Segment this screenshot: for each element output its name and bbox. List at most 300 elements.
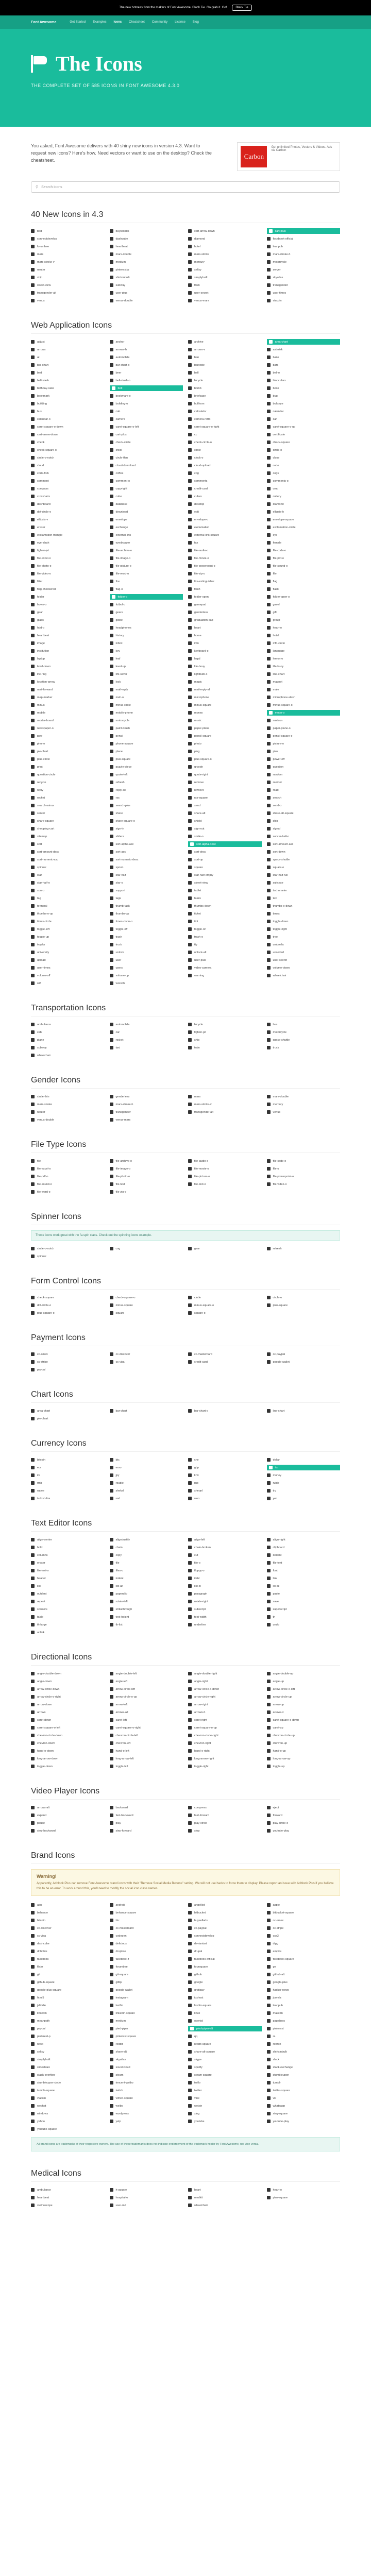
icon-link-microphone-slash[interactable] — [267, 694, 341, 700]
icon-link-child[interactable] — [110, 447, 183, 453]
icon-link-hand-o-up[interactable] — [267, 1748, 341, 1754]
icon-link-arrows[interactable] — [31, 1709, 105, 1715]
icon-link-paperclip[interactable] — [110, 1591, 183, 1597]
icon-link-genderless[interactable] — [110, 1094, 183, 1099]
icon-link-eject[interactable] — [267, 1805, 341, 1810]
icon-link-facebook-official[interactable] — [267, 236, 341, 242]
icon-link-tumblr[interactable] — [267, 2080, 341, 2086]
icon-link-heartbeat[interactable] — [31, 2195, 105, 2200]
icon-link-linkedin-square[interactable] — [110, 2010, 183, 2016]
icon-link-venus[interactable] — [267, 1109, 341, 1115]
icon-link-minus-circle[interactable] — [110, 702, 183, 708]
icon-link-filter[interactable] — [31, 579, 105, 584]
icon-link-bolt[interactable] — [110, 385, 183, 391]
icon-link-deviantart[interactable] — [188, 1941, 262, 1946]
icon-link-truck[interactable] — [267, 1045, 341, 1050]
icon-link-chevron-circle-up[interactable] — [267, 1733, 341, 1738]
nav-item-license[interactable]: License — [175, 21, 185, 24]
icon-link-file-video-o[interactable] — [31, 571, 105, 577]
icon-link-print[interactable] — [31, 764, 105, 770]
icon-link-pinterest-square[interactable] — [110, 2033, 183, 2039]
icon-link-briefcase[interactable] — [188, 393, 262, 399]
icon-link-angle-left[interactable] — [110, 1679, 183, 1684]
icon-link-shopping-cart[interactable] — [31, 826, 105, 832]
icon-link-ruble[interactable] — [267, 1480, 341, 1486]
icon-link-newspaper-o[interactable] — [31, 725, 105, 731]
icon-link-file-sound-o[interactable] — [31, 1181, 105, 1187]
icon-link-yen[interactable] — [267, 1496, 341, 1501]
icon-link-pied-piper-alt[interactable] — [188, 2026, 262, 2031]
icon-link-wifi[interactable] — [31, 980, 105, 986]
icon-link-heart[interactable] — [188, 2187, 262, 2193]
icon-link-indent[interactable] — [110, 1575, 183, 1581]
icon-link-plus-circle[interactable] — [31, 756, 105, 762]
icon-link-crop[interactable] — [267, 486, 341, 492]
icon-link-scissors[interactable] — [31, 1606, 105, 1612]
icon-link-toggle-down[interactable] — [31, 1764, 105, 1769]
icon-link-fighter-jet[interactable] — [188, 1029, 262, 1035]
icon-link-lastfm[interactable] — [110, 2003, 183, 2008]
icon-link-bell-slash[interactable] — [31, 378, 105, 383]
icon-link-cc-stripe[interactable] — [267, 1925, 341, 1931]
icon-link-qq[interactable] — [188, 2033, 262, 2039]
icon-link-moon-o[interactable] — [267, 710, 341, 716]
icon-link-search-minus[interactable] — [31, 803, 105, 808]
icon-link-rotate-right[interactable] — [188, 1599, 262, 1604]
icon-link-fire-extinguisher[interactable] — [188, 579, 262, 584]
icon-link-star-half[interactable] — [110, 872, 183, 878]
icon-link-arrow-circle-o-right[interactable] — [31, 1694, 105, 1700]
icon-link-laptop[interactable] — [31, 656, 105, 662]
icon-link-bank[interactable] — [267, 354, 341, 360]
icon-link-list-alt[interactable] — [110, 1583, 183, 1589]
icon-link-toggle-on[interactable] — [188, 926, 262, 932]
icon-link-cc-visa[interactable] — [110, 1359, 183, 1365]
nav-item-cheatsheet[interactable]: Cheatsheet — [129, 21, 145, 24]
icon-link-hand-o-down[interactable] — [31, 1748, 105, 1754]
icon-link-cab[interactable] — [110, 409, 183, 414]
icon-link-flickr[interactable] — [31, 1964, 105, 1970]
icon-link-tumblr-square[interactable] — [31, 2088, 105, 2093]
icon-link-support[interactable] — [110, 888, 183, 893]
icon-link-dashboard[interactable] — [31, 501, 105, 507]
icon-link-file-text-o[interactable] — [31, 1568, 105, 1573]
icon-link-toggle-off[interactable] — [110, 926, 183, 932]
icon-link-files-o[interactable] — [110, 1568, 183, 1573]
icon-link-home[interactable] — [188, 633, 262, 638]
icon-link-file-text-o[interactable] — [188, 1181, 262, 1187]
icon-link-empire[interactable] — [267, 1948, 341, 1954]
icon-link-database[interactable] — [110, 501, 183, 507]
icon-link-tags[interactable] — [110, 895, 183, 901]
icon-link-chevron-circle-down[interactable] — [31, 1733, 105, 1738]
icon-link-file[interactable] — [31, 1158, 105, 1164]
icon-link-caret-left[interactable] — [110, 1717, 183, 1723]
icon-link-external-link-square[interactable] — [188, 532, 262, 538]
icon-link-eye[interactable] — [267, 532, 341, 538]
icon-link-toggle-right[interactable] — [188, 1764, 262, 1769]
icon-link-send[interactable] — [188, 803, 262, 808]
icon-link-hospital-o[interactable] — [110, 2195, 183, 2200]
icon-link-cc-paypal[interactable] — [267, 1351, 341, 1357]
icon-link-bold[interactable] — [31, 1545, 105, 1550]
icon-link-level-down[interactable] — [31, 664, 105, 669]
icon-link-btc[interactable] — [110, 1457, 183, 1463]
icon-link-share-alt-square[interactable] — [267, 810, 341, 816]
icon-link-eye-slash[interactable] — [31, 540, 105, 546]
icon-link-thumbs-up[interactable] — [110, 911, 183, 917]
icon-link-adjust[interactable] — [31, 339, 105, 345]
icon-link-user[interactable] — [110, 957, 183, 963]
icon-link-mars-double[interactable] — [110, 251, 183, 257]
icon-link-lastfm-square[interactable] — [188, 2003, 262, 2008]
icon-link-credit-card[interactable] — [188, 486, 262, 492]
icon-link-linkedin[interactable] — [31, 2010, 105, 2016]
icon-link-stack-exchange[interactable] — [267, 2064, 341, 2070]
icon-link-bar-chart[interactable] — [110, 1408, 183, 1414]
icon-link-life-saver[interactable] — [110, 671, 183, 677]
icon-link-rmb[interactable] — [31, 1480, 105, 1486]
icon-link-fighter-jet[interactable] — [31, 548, 105, 553]
icon-link-check-circle[interactable] — [110, 439, 183, 445]
icon-link-share-square-o[interactable] — [110, 818, 183, 824]
icon-link-wheelchair[interactable] — [267, 973, 341, 978]
icon-link-times-circle-o[interactable] — [110, 919, 183, 924]
icon-link-stethoscope[interactable] — [31, 2202, 105, 2208]
icon-link-gift[interactable] — [267, 609, 341, 615]
icon-link-transgender[interactable] — [267, 282, 341, 288]
icon-link-spinner[interactable] — [31, 1253, 105, 1259]
icon-link-train[interactable] — [188, 1045, 262, 1050]
icon-link-plus-square[interactable] — [110, 756, 183, 762]
icon-link-yahoo[interactable] — [31, 2119, 105, 2124]
icon-link-quote-left[interactable] — [110, 772, 183, 777]
icon-link-flask[interactable] — [267, 586, 341, 592]
icon-link-save[interactable] — [267, 1599, 341, 1604]
icon-link-toggle-down[interactable] — [267, 919, 341, 924]
icon-link-magic[interactable] — [188, 679, 262, 685]
icon-link-mars-stroke[interactable] — [31, 1101, 105, 1107]
icon-link-dot-circle-o[interactable] — [31, 509, 105, 515]
icon-link-buysellads[interactable] — [188, 1918, 262, 1923]
icon-link-area-chart[interactable] — [31, 1408, 105, 1414]
icon-link-random[interactable] — [267, 772, 341, 777]
icon-link-keyboard-o[interactable] — [188, 648, 262, 654]
icon-link-leaf[interactable] — [110, 656, 183, 662]
icon-link-flag-checkered[interactable] — [31, 586, 105, 592]
nav-item-community[interactable]: Community — [151, 21, 168, 24]
icon-link-plus-square[interactable] — [267, 1302, 341, 1308]
icon-link-line-chart[interactable] — [267, 1408, 341, 1414]
icon-link-phone[interactable] — [31, 741, 105, 747]
icon-link-maxcdn[interactable] — [267, 2010, 341, 2016]
icon-link-header[interactable] — [31, 1575, 105, 1581]
icon-link-user-md[interactable] — [110, 2202, 183, 2208]
icon-link-fast-forward[interactable] — [188, 1812, 262, 1818]
icon-link-magnet[interactable] — [267, 679, 341, 685]
icon-link-file-archive-o[interactable] — [110, 548, 183, 553]
icon-link-tty[interactable] — [188, 942, 262, 947]
icon-link-heart-o[interactable] — [267, 625, 341, 631]
icon-link-copyright[interactable] — [110, 486, 183, 492]
icon-link-repeat[interactable] — [31, 1599, 105, 1604]
icon-link-automobile[interactable] — [110, 354, 183, 360]
icon-link-life-bouy[interactable] — [188, 664, 262, 669]
icon-link-star[interactable] — [31, 872, 105, 878]
icon-link-italic[interactable] — [188, 1575, 262, 1581]
icon-link-whatsapp[interactable] — [267, 2103, 341, 2109]
icon-link-codepen[interactable] — [110, 1933, 183, 1939]
icon-link-arrow-up[interactable] — [267, 1702, 341, 1707]
icon-link-medium[interactable] — [110, 259, 183, 265]
icon-link-font[interactable] — [267, 1568, 341, 1573]
icon-link-dedent[interactable] — [267, 1552, 341, 1558]
icon-link-sellsy[interactable] — [31, 2049, 105, 2055]
icon-link-arrow-down[interactable] — [31, 1702, 105, 1707]
icon-link-futbol-o[interactable] — [110, 602, 183, 607]
icon-link-bars[interactable] — [267, 362, 341, 368]
icon-link-meh-o[interactable] — [110, 694, 183, 700]
icon-link-mars-stroke[interactable] — [188, 251, 262, 257]
icon-link-reddit[interactable] — [110, 2041, 183, 2047]
icon-link-arrow-circle-left[interactable] — [110, 1686, 183, 1692]
icon-link-tachometer[interactable] — [267, 888, 341, 893]
icon-link-trash-o[interactable] — [188, 934, 262, 940]
icon-link-caret-square-o-down[interactable] — [267, 1717, 341, 1723]
icon-link-mars-stroke-v[interactable] — [31, 259, 105, 265]
nav-item-blog[interactable]: Blog — [192, 21, 199, 24]
icon-link-times[interactable] — [267, 911, 341, 917]
icon-link-at[interactable] — [31, 354, 105, 360]
icon-link-git-square[interactable] — [110, 1972, 183, 1977]
icon-link-github-square[interactable] — [31, 1979, 105, 1985]
icon-link-arrows-alt[interactable] — [110, 1709, 183, 1715]
icon-link-building-o[interactable] — [110, 401, 183, 406]
icon-link-circle-thin[interactable] — [31, 1094, 105, 1099]
icon-link-caret-up[interactable] — [267, 1725, 341, 1731]
icon-link-sort-amount-asc[interactable] — [267, 841, 341, 847]
icon-link-comments[interactable] — [188, 478, 262, 484]
icon-link-sellsy[interactable] — [188, 267, 262, 273]
icon-link-cc[interactable] — [188, 432, 262, 437]
icon-link-arrow-left[interactable] — [110, 1702, 183, 1707]
icon-link-stack-overflow[interactable] — [31, 2072, 105, 2078]
icon-link-weixin[interactable] — [188, 2103, 262, 2109]
icon-link-gear[interactable] — [188, 1246, 262, 1251]
icon-link-pagelines[interactable] — [267, 2018, 341, 2024]
icon-link-ge[interactable] — [267, 1964, 341, 1970]
icon-link-vimeo-square[interactable] — [110, 2095, 183, 2101]
icon-link-server[interactable] — [267, 267, 341, 273]
icon-link-money[interactable] — [188, 710, 262, 716]
icon-link-cc-visa[interactable] — [31, 1933, 105, 1939]
icon-link-h-square[interactable] — [110, 2187, 183, 2193]
icon-link-cc-discover[interactable] — [110, 1351, 183, 1357]
icon-link-sliders[interactable] — [110, 834, 183, 839]
icon-link-arrows-v[interactable] — [267, 1709, 341, 1715]
icon-link-calendar-o[interactable] — [31, 416, 105, 422]
icon-link-wheelchair[interactable] — [188, 2202, 262, 2208]
icon-link-slideshare[interactable] — [31, 2064, 105, 2070]
icon-link-digg[interactable] — [267, 1941, 341, 1946]
icon-link-circle[interactable] — [188, 1295, 262, 1300]
icon-link-vine[interactable] — [188, 2095, 262, 2101]
icon-link-meanpath[interactable] — [31, 2018, 105, 2024]
icon-link-cc-discover[interactable] — [31, 1925, 105, 1931]
icon-link-umbrella[interactable] — [267, 942, 341, 947]
icon-link-bicycle[interactable] — [188, 1022, 262, 1027]
icon-link-mobile-phone[interactable] — [110, 710, 183, 716]
icon-link-file-zip-o[interactable] — [188, 571, 262, 577]
icon-link-wrench[interactable] — [110, 980, 183, 986]
icon-link-automobile[interactable] — [110, 1022, 183, 1027]
icon-link-reply-all[interactable] — [110, 787, 183, 793]
icon-link-arrow-circle-down[interactable] — [31, 1686, 105, 1692]
icon-link-table[interactable] — [31, 1614, 105, 1620]
icon-link-line-chart[interactable] — [267, 671, 341, 677]
icon-link-photo[interactable] — [188, 741, 262, 747]
icon-link-cog[interactable] — [110, 1246, 183, 1251]
icon-link-bar-chart-o[interactable] — [110, 362, 183, 368]
icon-link-angle-double-right[interactable] — [188, 1671, 262, 1676]
icon-link-bed[interactable] — [31, 370, 105, 376]
icon-link-angle-double-down[interactable] — [31, 1671, 105, 1676]
icon-link-bitcoin[interactable] — [31, 1918, 105, 1923]
icon-link-file-word-o[interactable] — [31, 1189, 105, 1195]
icon-link-dropbox[interactable] — [110, 1948, 183, 1954]
icon-link-spinner[interactable] — [31, 865, 105, 870]
icon-link-file-sound-o[interactable] — [267, 563, 341, 569]
icon-link-soundcloud[interactable] — [110, 2064, 183, 2070]
icon-link-btc[interactable] — [110, 1918, 183, 1923]
icon-link-language[interactable] — [267, 648, 341, 654]
icon-link-steam[interactable] — [110, 2072, 183, 2078]
icon-link-file-code-o[interactable] — [267, 1158, 341, 1164]
icon-link-fax[interactable] — [188, 540, 262, 546]
icon-link-jsfiddle[interactable] — [31, 2003, 105, 2008]
icon-link-bookmark[interactable] — [31, 393, 105, 399]
icon-link-square[interactable] — [188, 865, 262, 870]
icon-link-share-alt[interactable] — [188, 810, 262, 816]
icon-link-twitter[interactable] — [188, 2088, 262, 2093]
icon-link-check-square[interactable] — [267, 439, 341, 445]
icon-link-check[interactable] — [31, 439, 105, 445]
icon-link-music[interactable] — [188, 718, 262, 723]
icon-link-envelope-o[interactable] — [188, 517, 262, 522]
icon-link-unlink[interactable] — [31, 1630, 105, 1635]
icon-link-tablet[interactable] — [188, 888, 262, 893]
icon-link-columns[interactable] — [31, 1552, 105, 1558]
icon-link-bug[interactable] — [267, 393, 341, 399]
icon-link-sort-numeric-desc[interactable] — [110, 857, 183, 862]
icon-link-space-shuttle[interactable] — [267, 1037, 341, 1043]
icon-link-ra[interactable] — [267, 2033, 341, 2039]
icon-link-exclamation-circle[interactable] — [267, 524, 341, 530]
icon-link-money[interactable] — [267, 1472, 341, 1478]
icon-link-behance-square[interactable] — [110, 1910, 183, 1916]
icon-link-globe[interactable] — [110, 617, 183, 623]
icon-link-gratipay[interactable] — [188, 1987, 262, 1993]
icon-link-mars-stroke-v[interactable] — [188, 1101, 262, 1107]
icon-link-thumb-tack[interactable] — [110, 903, 183, 909]
icon-link-file-movie-o[interactable] — [188, 1166, 262, 1172]
icon-link-arrows[interactable] — [31, 347, 105, 352]
icon-link-taxi[interactable] — [110, 1045, 183, 1050]
icon-link-folder[interactable] — [31, 594, 105, 600]
icon-link-github-alt[interactable] — [267, 1972, 341, 1977]
icon-link-street-view[interactable] — [31, 282, 105, 288]
icon-link-sort-up[interactable] — [188, 857, 262, 862]
search-box[interactable] — [31, 181, 340, 193]
icon-link-plane[interactable] — [110, 749, 183, 754]
icon-link-crosshairs[interactable] — [31, 494, 105, 499]
icon-link-file-video-o[interactable] — [267, 1181, 341, 1187]
nav-item-icons[interactable]: Icons — [113, 21, 122, 24]
icon-link-envelope[interactable] — [110, 517, 183, 522]
icon-link-cutlery[interactable] — [267, 494, 341, 499]
icon-link-beer[interactable] — [110, 370, 183, 376]
icon-link-cloud[interactable] — [31, 463, 105, 468]
icon-link-volume-down[interactable] — [267, 965, 341, 971]
icon-link-sort-alpha-desc[interactable] — [188, 841, 262, 847]
icon-link-exclamation[interactable] — [188, 524, 262, 530]
icon-link-mortar-board[interactable] — [31, 718, 105, 723]
icon-link-toggle-up[interactable] — [267, 1764, 341, 1769]
icon-link-inr[interactable] — [31, 1472, 105, 1478]
icon-link-soccer-ball-o[interactable] — [267, 834, 341, 839]
icon-link-hand-o-right[interactable] — [188, 1748, 262, 1754]
icon-link-step-backward[interactable] — [31, 1828, 105, 1834]
icon-link-mercury[interactable] — [267, 1101, 341, 1107]
icon-link-file-pdf-o[interactable] — [31, 1174, 105, 1179]
icon-link-youtube-play[interactable] — [267, 2119, 341, 2124]
icon-link-thumbs-o-down[interactable] — [267, 903, 341, 909]
icon-link-paper-plane[interactable] — [188, 725, 262, 731]
icon-link-bar-chart[interactable] — [31, 362, 105, 368]
icon-link-signal[interactable] — [267, 826, 341, 832]
icon-link-caret-square-o-up[interactable] — [188, 1725, 262, 1731]
icon-link-github[interactable] — [188, 1972, 262, 1977]
icon-link-sort-down[interactable] — [267, 849, 341, 855]
icon-link-tree[interactable] — [267, 934, 341, 940]
icon-link-medium[interactable] — [110, 2018, 183, 2024]
icon-link-google-wallet[interactable] — [267, 1359, 341, 1365]
icon-link-terminal[interactable] — [31, 903, 105, 909]
icon-link-backward[interactable] — [110, 1805, 183, 1810]
icon-link-frown-o[interactable] — [31, 602, 105, 607]
icon-link-pie-chart[interactable] — [31, 1416, 105, 1421]
icon-link-bell-o[interactable] — [267, 370, 341, 376]
icon-link-clipboard[interactable] — [267, 1545, 341, 1550]
icon-link-lock[interactable] — [110, 679, 183, 685]
icon-link-calendar[interactable] — [267, 409, 341, 414]
icon-link-weibo[interactable] — [110, 2103, 183, 2109]
icon-link-cog[interactable] — [188, 470, 262, 476]
icon-link-mobile[interactable] — [31, 710, 105, 716]
icon-link-sheqel[interactable] — [188, 1488, 262, 1494]
icon-link-cart-arrow-down[interactable] — [31, 432, 105, 437]
icon-link-compass[interactable] — [31, 486, 105, 492]
icon-link-user-secret[interactable] — [267, 957, 341, 963]
icon-link-graduation-cap[interactable] — [188, 617, 262, 623]
icon-link-exclamation-triangle[interactable] — [31, 532, 105, 538]
icon-link-train[interactable] — [188, 282, 262, 288]
icon-link-krw[interactable] — [188, 1472, 262, 1478]
icon-link-thumbs-down[interactable] — [188, 903, 262, 909]
icon-link-upload[interactable] — [31, 957, 105, 963]
icon-link-heart[interactable] — [188, 625, 262, 631]
icon-link-euro[interactable] — [110, 1465, 183, 1470]
